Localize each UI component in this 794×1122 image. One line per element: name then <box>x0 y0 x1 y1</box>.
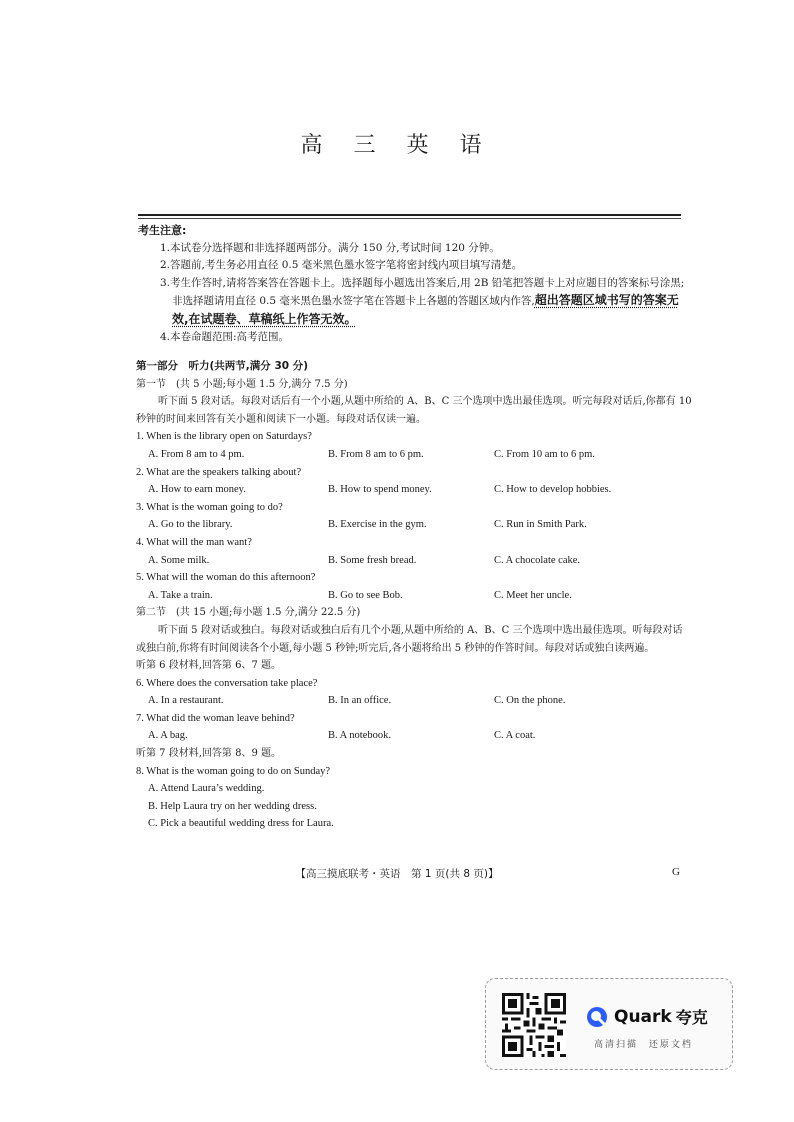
question: 8. What is the woman going to do on Sunday? <box>136 765 331 777</box>
brand-name-cn: 夸克 <box>675 1008 708 1027</box>
page-title: 高 三 英 语 <box>300 133 494 158</box>
notice-item-3-emphasis: 超出答题区域书写的答案无效,在试题卷、草稿纸上作答无效。 <box>172 293 679 326</box>
question: 1. When is the library open on Saturdays? <box>136 431 312 443</box>
section2-heading: 第二节 (共 15 小题;每小题 1.5 分,满分 22.5 分) <box>136 607 361 619</box>
options-row <box>136 446 692 464</box>
brand <box>586 1005 708 1028</box>
notice-item-1: 1.本试卷分选择题和非选择题两部分。满分 150 分,考试时间 120 分钟。 <box>160 241 500 254</box>
notice-item-4: 4.本卷命题范围:高考范围。 <box>160 331 290 343</box>
option-b: B. In an office. <box>328 695 392 707</box>
option-a: A. Take a train. <box>148 589 213 601</box>
exam-body <box>136 358 692 833</box>
option-a: A. Attend Laura’s wedding. <box>148 783 265 795</box>
question: 3. What is the woman going to do? <box>136 501 283 513</box>
quark-scan-badge[interactable] <box>485 978 733 1070</box>
option-b: B. A notebook. <box>328 730 392 742</box>
question: 4. What will the man want? <box>136 536 252 548</box>
options-row <box>136 481 692 499</box>
option-c: C. How to develop hobbies. <box>494 484 612 496</box>
option-b: B. Go to see Bob. <box>328 589 403 601</box>
option-a: A. In a restaurant. <box>148 695 224 707</box>
notice-item-2: 2.答题前,考生务必用直径 0.5 毫米黑色墨水签字笔将密封线内项目填写清楚。 <box>160 259 523 271</box>
options-row <box>136 552 692 570</box>
option-c: C. From 10 am to 6 pm. <box>494 448 595 460</box>
question: 5. What will the woman do this afternoon? <box>136 572 316 584</box>
notice-heading: 考生注意: <box>138 224 187 237</box>
options-row <box>136 587 692 605</box>
options-row <box>136 692 692 710</box>
option-c: C. A coat. <box>494 730 536 742</box>
option-b: B. Help Laura try on her wedding dress. <box>148 800 317 812</box>
notice-block <box>138 222 688 347</box>
option-b: B. Exercise in the gym. <box>328 519 427 531</box>
options-row <box>136 727 692 745</box>
option-a: A. Some milk. <box>148 554 210 566</box>
option-c: C. A chocolate cake. <box>494 554 581 566</box>
option-c: C. On the phone. <box>494 695 566 707</box>
header-rule <box>138 214 681 216</box>
question: 7. What did the woman leave behind? <box>136 712 295 724</box>
notice-item-3 <box>138 275 688 330</box>
notice-item-3-text: 3.考生作答时,请将答案答在答题卡上。选择题每小题选出答案后,用 2B 铅笔把答题卡上对应题目的答案标号涂黑;非选择题请用直径 0.5 毫米黑色墨水签字笔在答题卡上各题的答题区域内作答, <box>160 276 685 307</box>
quark-logo-icon <box>586 1006 608 1028</box>
option-c: C. Pick a beautiful wedding dress for Laura. <box>148 818 334 830</box>
options-row <box>136 516 692 534</box>
question: 6. Where does the conversation take place? <box>136 677 318 689</box>
part1-heading: 第一部分 听力(共两节,满分 30 分) <box>136 360 309 372</box>
option-a: A. A bag. <box>148 730 188 742</box>
option-c: C. Meet her uncle. <box>494 589 572 601</box>
brand-name: Quark <box>614 1006 672 1027</box>
section1-instruction: 听下面 5 段对话。每段对话后有一个小题,从题中所给的 A、B、C 三个选项中选出最佳选项。听完每段对话后,你都有 10 秒钟的时间来回答有关小题和阅读下一小题。每段对话仅读一遍。 <box>136 396 692 425</box>
brand-tagline: 高清扫描 还原文档 <box>594 1040 693 1050</box>
option-b: B. From 8 am to 6 pm. <box>328 448 424 460</box>
option-b: B. How to spend money. <box>328 484 432 496</box>
section1-heading: 第一节 (共 5 小题;每小题 1.5 分,满分 7.5 分) <box>136 378 348 390</box>
header-rule-thin <box>138 218 681 219</box>
material-6-note: 听第 6 段材料,回答第 6、7 题。 <box>136 660 281 672</box>
option-a: A. How to earn money. <box>148 484 246 496</box>
page-footer: 【高三摸底联考・英语 第 1 页(共 8 页)】 <box>295 868 499 880</box>
option-a: A. Go to the library. <box>148 519 233 531</box>
option-b: B. Some fresh bread. <box>328 554 417 566</box>
option-c: C. Run in Smith Park. <box>494 519 587 531</box>
option-a: A. From 8 am to 4 pm. <box>148 448 245 460</box>
question: 2. What are the speakers talking about? <box>136 466 302 478</box>
material-7-note: 听第 7 段材料,回答第 8、9 题。 <box>136 748 281 760</box>
paper-code: G <box>672 866 680 878</box>
qr-code-icon <box>502 993 566 1057</box>
section2-instruction: 听下面 5 段对话或独白。每段对话或独白后有几个小题,从题中所给的 A、B、C 三个选项中选出最佳选项。听每段对话或独白前,你将有时间阅读各个小题,每小题 5 秒钟;听完后,各小题将给出 5 秒钟的作答时间。每段对话或独白读两遍。 <box>136 624 683 654</box>
